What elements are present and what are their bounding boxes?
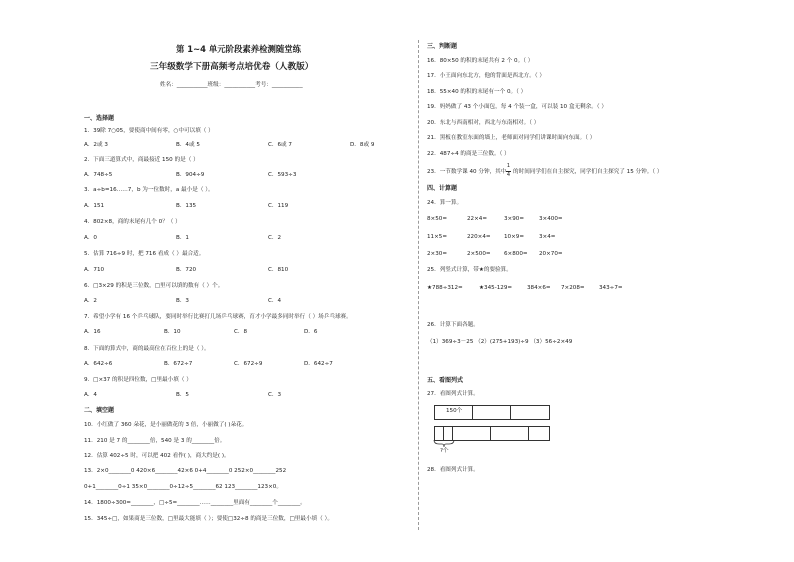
q25-item-1: ★788÷312= — [427, 285, 463, 291]
q6-option-a: A．2 — [84, 298, 97, 304]
question-11: 11．210 是 7 的________倍，540 是 3 的________倍。 — [84, 438, 226, 444]
calc-r3-c3: 6×800= — [504, 251, 528, 257]
q7-option-b: B．10 — [164, 329, 181, 335]
question-19: 19．妈妈做了 43 个小面包，每 4 个装一盒，可以装 10 盒无剩余。（ ） — [427, 104, 607, 110]
bar-segment-4 — [452, 426, 492, 441]
q2-option-b: B．904÷9 — [176, 172, 205, 178]
q7-option-a: A．16 — [84, 329, 101, 335]
calc-r1-c3: 3×90= — [504, 216, 525, 222]
q1-option-c: C．6或 7 — [268, 142, 292, 148]
q25-item-2: ★345-129= — [479, 285, 513, 291]
q9-option-a: A．4 — [84, 392, 97, 398]
question-8: 8．下面的算式中，商的最高位在百位上的是（ ）。 — [84, 346, 210, 352]
q8-option-c: C．672÷9 — [234, 361, 263, 367]
q3-option-a: A．151 — [84, 203, 105, 209]
calc-r2-c4: 3×4= — [539, 234, 556, 240]
question-7: 7．希望小学有 16 个乒乓球队，要同时举行比赛打几场乒乓球赛，育才小学最多同时举行（ ）场乒乓球赛。 — [84, 314, 352, 320]
q7-option-c: C．8 — [234, 329, 248, 335]
calc-r1-c4: 3×400= — [539, 216, 563, 222]
question-2: 2．下面三道算式中，商最接近 150 的是（ ） — [84, 157, 199, 163]
q3-option-b: B．135 — [176, 203, 197, 209]
question-13-line-2: 0+1________0÷1 35×0________0÷12÷5________62 123________123×0。 — [84, 484, 282, 490]
q25-item-4: 7×208= — [561, 285, 585, 291]
q2-option-a: A．748÷5 — [84, 172, 113, 178]
student-info-line: 姓名：___________班级：___________考号：___________ — [160, 82, 303, 88]
q8-option-a: A．642÷6 — [84, 361, 113, 367]
question-23-part-2: 的时间同学们在自主探究，同学们自主探究了 15 分钟。（ ） — [513, 169, 663, 175]
calc-r2-c2: 220×4= — [467, 234, 491, 240]
unknown-brace — [433, 440, 455, 448]
q6-option-b: B．3 — [176, 298, 189, 304]
question-20: 20．东北与西南相对，西北与东南相对。（ ） — [427, 120, 540, 126]
section-choice-heading: 一、选择题 — [84, 115, 115, 122]
q9-option-c: C．3 — [268, 392, 282, 398]
question-28: 28．看图列式计算。 — [427, 467, 479, 473]
question-10: 10．小红做了 360 朵花，是小丽做花的 3 倍，小丽做了( )朵花。 — [84, 422, 248, 428]
question-26: 26．计算下面各题。 — [427, 322, 479, 328]
section-fill-heading: 二、填空题 — [84, 407, 115, 414]
column-divider — [418, 40, 419, 530]
q5-option-a: A．710 — [84, 267, 105, 273]
bar-segment-3 — [510, 405, 550, 420]
worksheet-title: 第 1~4 单元阶段素养检测随堂练 — [176, 44, 302, 54]
question-4: 4．802×8，商的末尾有几个 0？（ ） — [84, 219, 181, 225]
section-picture-heading: 五、看图列式 — [427, 377, 464, 384]
question-21: 21．黑板在教室东面的墙上，老师面对同学们讲课时面向东面。（ ） — [427, 135, 596, 141]
q1-option-a: A．2或 3 — [84, 142, 108, 148]
q6-option-c: C．4 — [268, 298, 282, 304]
section-calc-heading: 四、计算题 — [427, 185, 458, 192]
bar-segment-2 — [472, 405, 512, 420]
question-14: 14．1800÷300=________，□÷5=________……________里面有________个________。 — [84, 500, 306, 506]
calc-r3-c2: 2×500= — [467, 251, 491, 257]
calc-r1-c1: 8×50= — [427, 216, 448, 222]
calc-r1-c2: 22×4= — [467, 216, 488, 222]
question-27: 27．看图列式计算。 — [427, 391, 479, 397]
q26-items: （1）369÷3－25 （2）(275+193)÷9 （3）56÷2×49 — [427, 339, 573, 345]
fraction-denominator: 4 — [506, 172, 511, 178]
q1-option-d: D．8或 9 — [350, 142, 375, 148]
calc-r2-c3: 10×9= — [504, 234, 525, 240]
q25-item-5: 343÷7= — [599, 285, 623, 291]
question-25: 25．列竖式计算，带★的要验算。 — [427, 267, 512, 273]
q25-item-3: 384×6= — [527, 285, 551, 291]
q4-option-c: C．2 — [268, 235, 282, 241]
question-1: 1．39除 7○05，要使商中间有零，○中可以填（ ） — [84, 128, 214, 134]
question-16: 16．80×50 的积的末尾共有 2 个 0。（ ） — [427, 58, 534, 64]
figure-unknown-label: ?个 — [440, 448, 449, 454]
question-5: 5．估算 716÷9 时，把 716 看成（ ）最合适。 — [84, 251, 205, 257]
question-9: 9．□×37 的积是四位数，□里最小填（ ） — [84, 377, 192, 383]
question-3: 3．a÷b=16……7，b 为一位数时，a 最小是（ ）。 — [84, 187, 214, 193]
q9-option-b: B．5 — [176, 392, 189, 398]
worksheet-subtitle: 三年级数学下册高频考点培优卷（人教版） — [150, 62, 314, 72]
fraction-numerator: 1 — [506, 163, 511, 169]
bar-segment-5 — [490, 426, 530, 441]
question-6: 6．□3×29 的积是三位数，□里可以填的数有（ ）个。 — [84, 283, 224, 289]
figure-known-label: 150个 — [446, 408, 463, 414]
calc-r3-c1: 2×30= — [427, 251, 448, 257]
q8-option-d: D．642÷7 — [304, 361, 333, 367]
question-13: 13．2×0________0 420×6________42×6 0+4________0 252×0________252 — [84, 468, 287, 474]
question-23-part-1: 23．一节数学课 40 分钟，其中 — [427, 169, 507, 175]
question-15: 15．345÷□，如果商是三位数，□里最大能填（ ）；要使□32÷8 的商是三位数，□里最小填（ ）。 — [84, 516, 333, 522]
q4-option-b: B．1 — [176, 235, 189, 241]
q4-option-a: A．0 — [84, 235, 97, 241]
q8-option-b: B．672÷7 — [164, 361, 193, 367]
q5-option-b: B．720 — [176, 267, 197, 273]
question-12: 12．估算 402÷5 时，可以把 402 看作( )，商大约是( )。 — [84, 453, 230, 459]
q1-option-b: B．4或 5 — [176, 142, 200, 148]
question-24: 24．算一算。 — [427, 200, 463, 206]
q7-option-d: D．6 — [304, 329, 318, 335]
q3-option-c: C．119 — [268, 203, 289, 209]
question-17: 17．小王面向东北方，他的背面是西北方。（ ） — [427, 73, 545, 79]
section-judge-heading: 三、判断题 — [427, 43, 458, 50]
bar-segment-6 — [528, 426, 550, 441]
calc-r3-c4: 20×70= — [539, 251, 563, 257]
q5-option-c: C．810 — [268, 267, 289, 273]
calc-r2-c1: 11×5= — [427, 234, 448, 240]
question-22: 22．487÷4 的商是三位数。（ ） — [427, 151, 510, 157]
q2-option-c: C．593÷3 — [268, 172, 297, 178]
question-18: 18．55×40 的积的末尾有一个 0。（ ） — [427, 89, 527, 95]
